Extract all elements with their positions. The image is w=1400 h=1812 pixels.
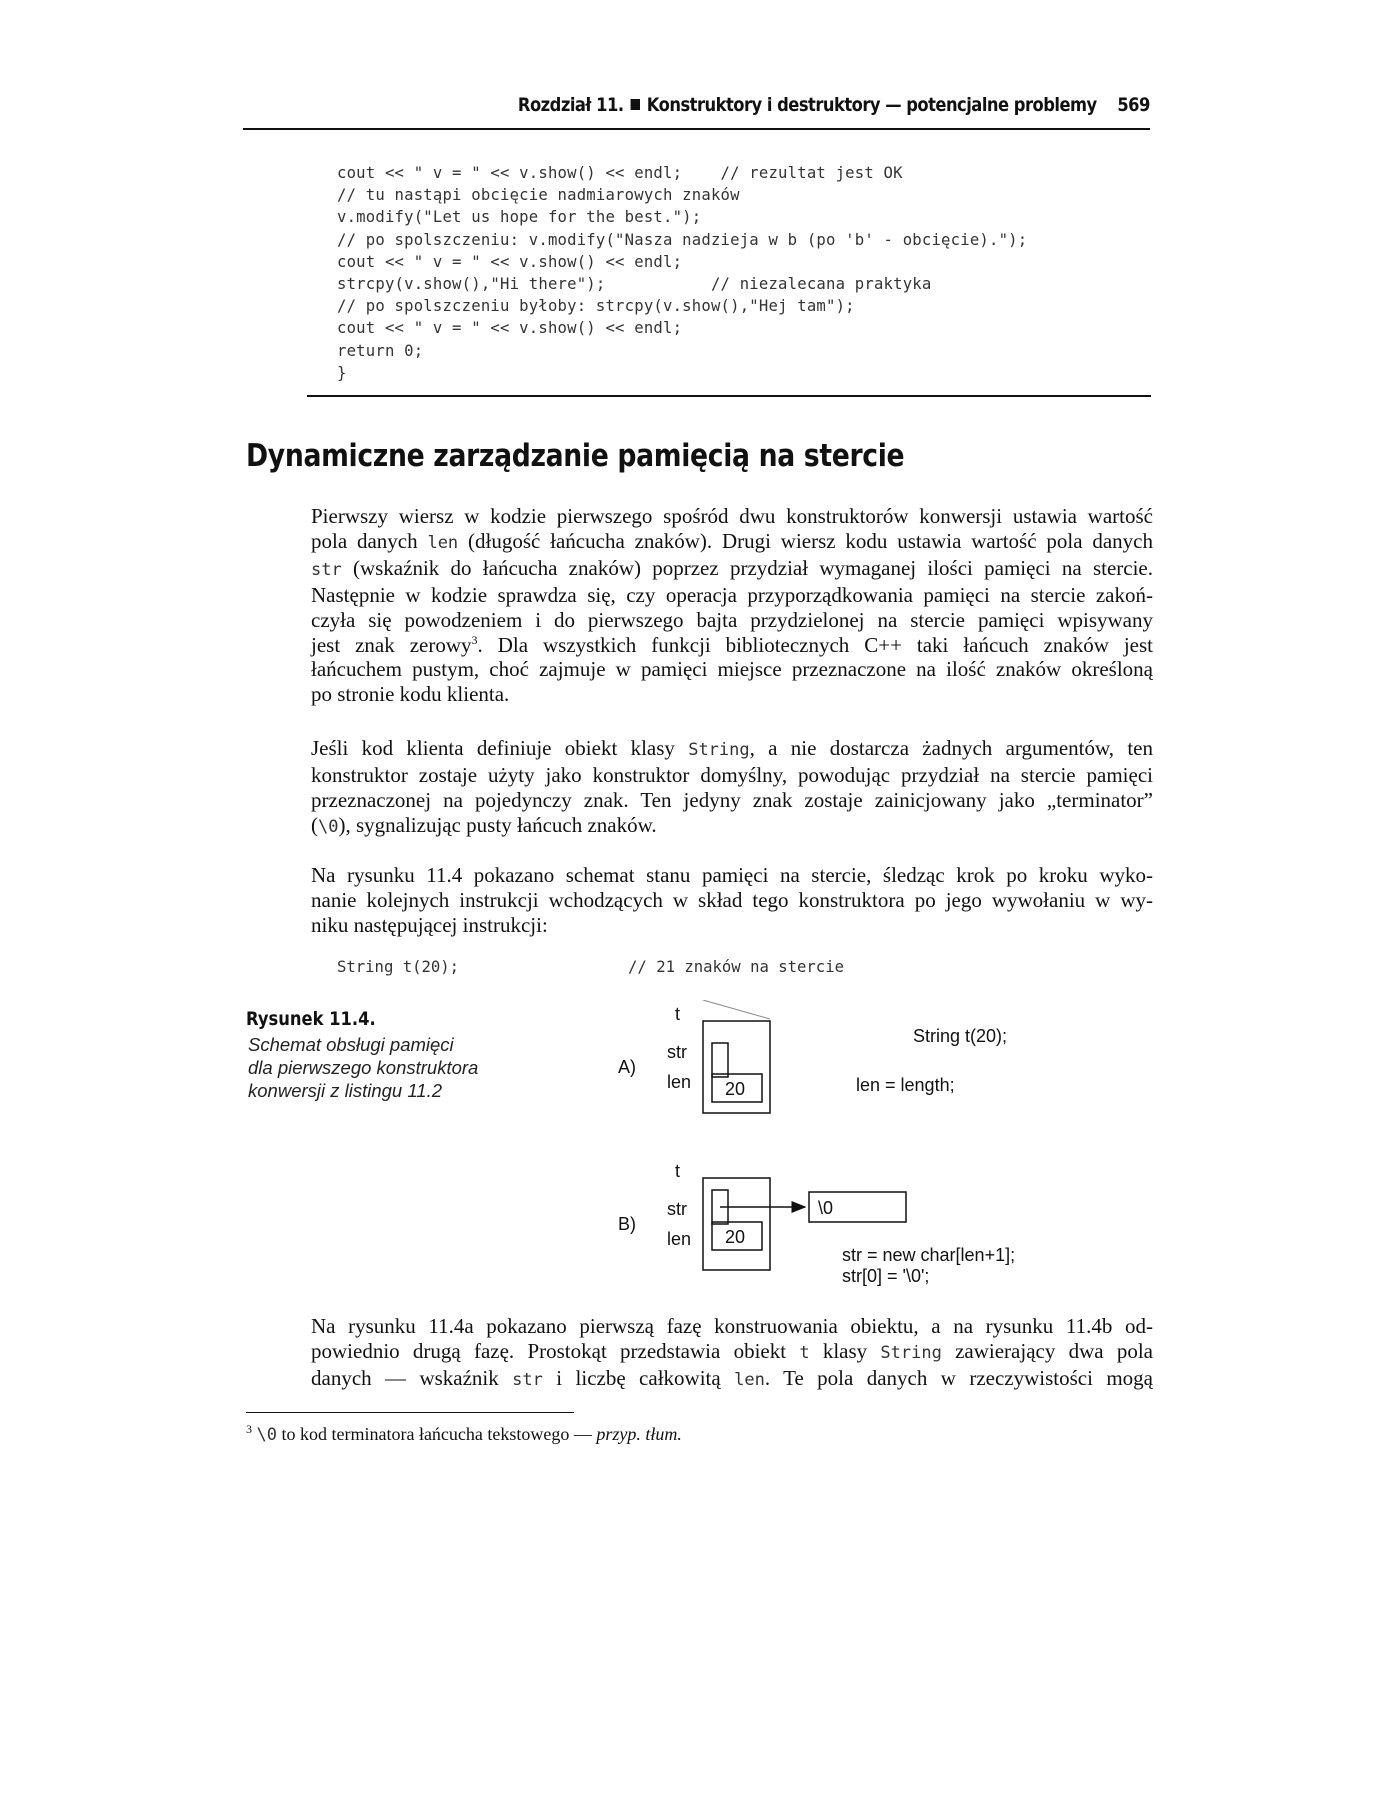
footnote-text: to kod terminatora łańcucha tekstowego — [276, 1424, 597, 1444]
code-line: cout << " v = " << v.show() << endl; [337, 319, 683, 338]
code-line: v.modify("Let us hope for the best."); [337, 208, 702, 227]
field-label-str: str [667, 1199, 687, 1219]
code-line: // tu nastąpi obcięcie nadmiarowych znaków [337, 186, 740, 205]
running-header-text [518, 94, 1150, 116]
text-line: po stronie kodu klienta. [311, 682, 510, 707]
footnote [246, 1424, 682, 1445]
code-listing [337, 162, 1137, 384]
text-run: zawierający dwa pola [941, 1338, 1153, 1363]
object-label-t: t [675, 1004, 681, 1024]
inline-code: \0 [256, 1425, 277, 1445]
paragraph [311, 863, 1153, 938]
text-run: Jeśli kod klienta definiuje obiekt klasy [311, 736, 689, 760]
text-line [311, 813, 1153, 840]
text-run: danych — wskaźnik [311, 1365, 513, 1390]
paragraph [311, 1314, 1153, 1393]
code-line: cout << " v = " << v.show() << endl; [337, 252, 683, 271]
object-label-t: t [675, 1161, 681, 1181]
text-run: ( [311, 812, 318, 837]
inline-code: String [688, 740, 750, 760]
terminator-char: \0 [818, 1198, 834, 1218]
text-line [311, 1366, 1153, 1393]
figure-label: Rysunek 11.4. [246, 1008, 376, 1030]
text-line: łańcuchem pustym, choć zajmuje w pamięci miejsce przeznaczone na ilość znaków określoną [311, 657, 1153, 682]
chapter-title: Konstruktory i destruktory — potencjalne problemy [646, 94, 1097, 116]
text-run: . Dla wszystkich funkcji bibliotecznych C++ taki łańcuch znaków jest [477, 632, 1154, 657]
text-line [311, 736, 1153, 763]
code-line: return 0; [337, 341, 424, 360]
text-line [311, 633, 1153, 658]
text-line: Pierwszy wiersz w kodzie pierwszego spośród dwu konstruktorów konwersji ustawia wartość [311, 504, 1153, 528]
text-run: , a nie dostarcza żadnych argumentów, ten [749, 736, 1153, 760]
text-run: i liczbę całkowitą [542, 1365, 735, 1390]
text-line: Na rysunku 11.4a pokazano pierwszą fazę konstruowania obiektu, a na rysunku 11.4b od- [311, 1314, 1153, 1338]
field-label-str: str [667, 1042, 687, 1062]
object-top-edge [703, 1000, 770, 1019]
text-line: przeznaczonej na pojedynczy znak. Ten jedyny znak zostaje zainicjowany jako „terminator” [311, 787, 1153, 812]
paragraph [311, 736, 1153, 840]
text-run: (długość łańcucha znaków). Drugi wiersz kodu ustawia wartość pola danych [458, 528, 1153, 553]
chapter-number: Rozdział 11. [517, 94, 624, 116]
inline-code: len [427, 532, 459, 553]
part-a-tag: A) [618, 1057, 636, 1077]
statement-label: str[0] = '\0'; [842, 1266, 930, 1286]
text-line: konstruktor zostaje użyty jako konstruktor domyślny, powodując przydział na stercie pamięci [311, 762, 1153, 787]
text-line: Następnie w kodzie sprawdza się, czy operacja przyporządkowania pamięci na stercie zakoń- [311, 582, 1153, 607]
len-value: 20 [725, 1079, 746, 1099]
object-box [703, 1021, 770, 1113]
inline-code: len [734, 1369, 765, 1390]
text-run: ), sygnalizując pusty łańcuch znaków. [338, 812, 657, 837]
footnote-rule [246, 1412, 574, 1413]
footnote-attribution: przyp. tłum. [596, 1424, 682, 1444]
running-header [243, 92, 1150, 130]
text-run: jest znak zerowy [311, 632, 472, 657]
text-line: nanie kolejnych instrukcji wchodzących w skład tego konstruktora po jego wywołaniu w wy- [311, 887, 1153, 912]
code-line: // po spolszczeniu byłoby: strcpy(v.show(),"Hej tam"); [337, 297, 855, 316]
text-line: niku następującej instrukcji: [311, 912, 548, 937]
part-b-tag: B) [618, 1214, 636, 1234]
paragraph [311, 504, 1153, 707]
text-line: Na rysunku 11.4 pokazano schemat stanu pamięci na stercie, śledząc krok po kroku wyko- [311, 863, 1153, 887]
text-run: . Te pola danych w rzeczywistości mogą [764, 1365, 1153, 1390]
square-bullet-icon [631, 99, 640, 110]
statement-label: String t(20); [913, 1026, 1008, 1046]
text-line [311, 529, 1153, 556]
text-run: powiednio drugą fazę. Prostokąt przedstawia obiekt [311, 1338, 800, 1363]
memory-diagram [600, 1000, 1100, 1300]
text-line [311, 556, 1153, 583]
code-line: // po spolszczeniu: v.modify("Nasza nadzieja w b (po 'b' - obcięcie)."); [337, 230, 1028, 249]
section-heading: Dynamiczne zarządzanie pamięcią na stercie [246, 438, 905, 474]
text-run: klasy [809, 1338, 881, 1363]
caption-line: Schemat obsługi pamięci [248, 1034, 454, 1055]
inline-code: String [880, 1342, 942, 1363]
code-statement: String t(20); // 21 znaków na stercie [337, 958, 844, 976]
footnote-number: 3 [246, 1422, 252, 1436]
code-end-rule [307, 395, 1151, 397]
field-label-len: len [667, 1072, 692, 1092]
code-line: strcpy(v.show(),"Hi there"); // niezalecana praktyka [337, 274, 932, 293]
text-line: czyła się powodzeniem i do pierwszego bajta przydzielonej na stercie pamięci wpisywany [311, 607, 1153, 632]
statement-label: str = new char[len+1]; [842, 1245, 1016, 1265]
code-line: } [337, 363, 347, 382]
inline-code: t [799, 1342, 810, 1363]
text-run: pola danych [311, 528, 428, 553]
code-line: cout << " v = " << v.show() << endl; // rezultat jest OK [337, 164, 903, 182]
inline-code: str [512, 1369, 543, 1390]
page-number: 569 [1117, 94, 1150, 116]
inline-code: \0 [318, 816, 339, 837]
len-value: 20 [725, 1227, 746, 1247]
text-run: (wskaźnik do łańcucha znaków) poprzez przydział wymaganej ilości pamięci na stercie. [341, 555, 1153, 580]
footnote-ref: 3 [471, 632, 478, 647]
caption-line: konwersji z listingu 11.2 [248, 1080, 442, 1101]
figure-caption [248, 1033, 478, 1102]
statement-label: len = length; [856, 1075, 955, 1095]
text-line [311, 1339, 1153, 1366]
str-pointer-cell [712, 1043, 728, 1077]
caption-line: dla pierwszego konstruktora [248, 1057, 479, 1078]
inline-code: str [311, 559, 342, 580]
field-label-len: len [667, 1229, 692, 1249]
